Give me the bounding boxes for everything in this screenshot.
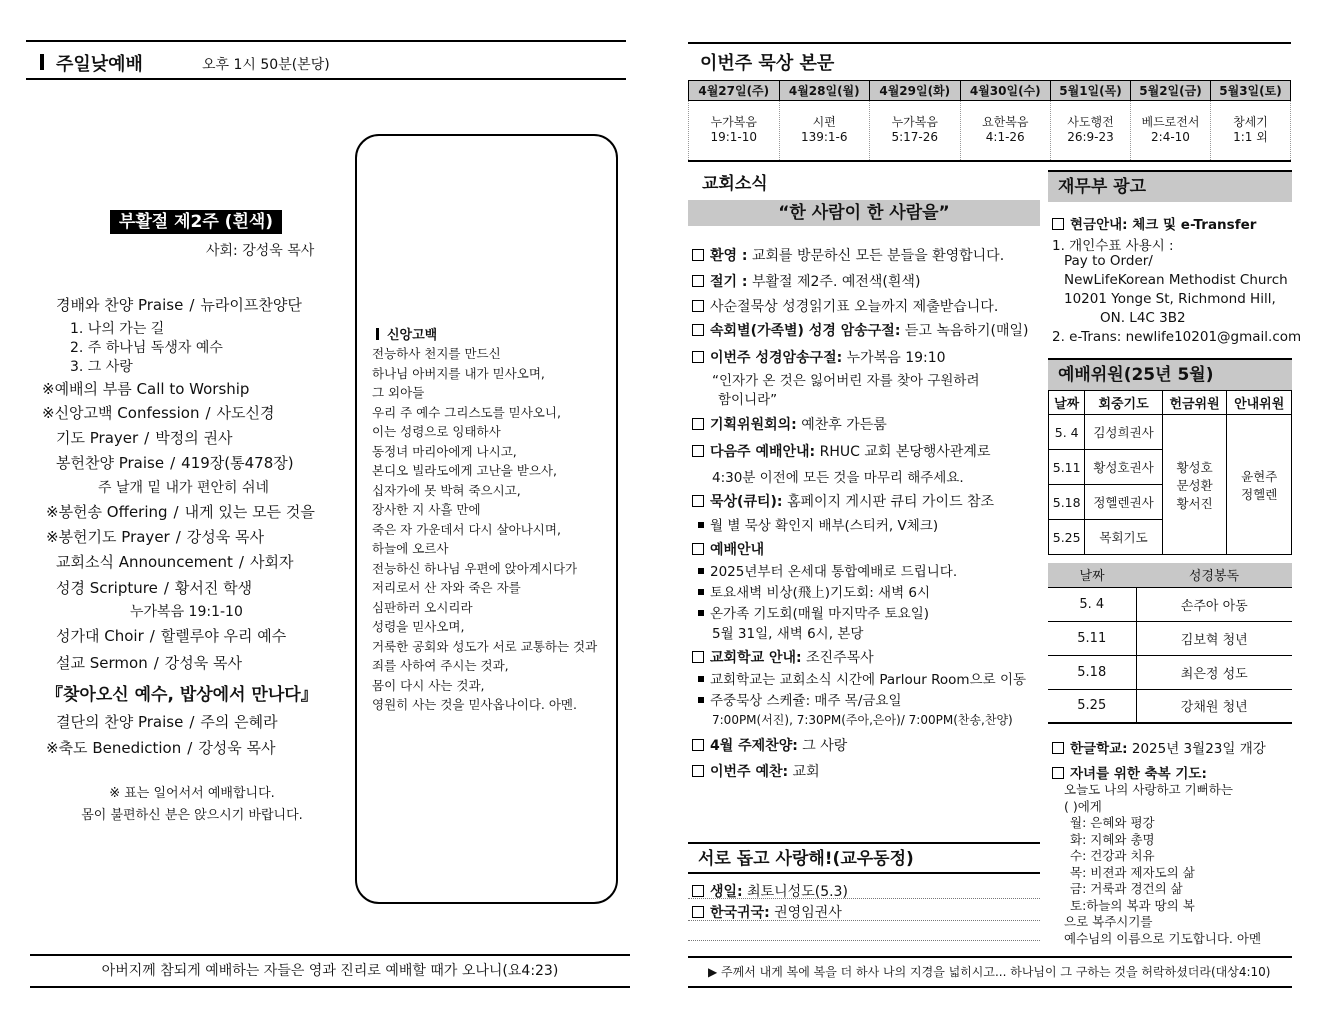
mutual-item: 생일: 최토니성도(5.3) xyxy=(692,881,1042,901)
bullet-icon xyxy=(698,589,704,595)
checkbox-icon xyxy=(692,324,704,336)
divider xyxy=(688,898,1040,899)
memory-verse: 함이니라” xyxy=(718,392,778,408)
checkbox-icon xyxy=(1052,767,1064,779)
reading-date: 5월1일(목) xyxy=(1051,81,1131,101)
reading-cell: 베드로전서 2:4-10 xyxy=(1130,101,1210,161)
column-header: 날짜 xyxy=(1049,391,1085,415)
order-item: 3. 그 사랑 xyxy=(70,359,133,375)
column-header: 성경봉독 xyxy=(1136,563,1292,587)
checkbox-icon xyxy=(692,906,704,918)
table-row: 5.18 정헬렌권사 xyxy=(1049,485,1292,520)
finance-line: ON. L4C 3B2 xyxy=(1100,310,1186,326)
checkbox-icon xyxy=(692,275,704,287)
table-row: 5.11 황성호권사 xyxy=(1049,450,1292,485)
finance-head: 현금안내: 체크 및 e-Transfer xyxy=(1052,213,1256,233)
checkbox-icon xyxy=(1052,218,1064,230)
creed-line: 전능하사 천지를 만드신 xyxy=(372,346,501,361)
creed-line: 그 외아들 xyxy=(372,385,425,400)
news-item: 속회별(가족별) 성경 암송구절: 듣고 녹음하기(매일) xyxy=(692,320,1042,340)
order-item: 설교 Sermon / 강성욱 목사 xyxy=(56,654,242,672)
right-footer-verse: ▶ 주께서 내게 복에 복을 더 하사 나의 지경을 넓히시고... 하나님이 그 구하는 것을 허락하셨더라(대상4:10) xyxy=(688,956,1292,988)
reading-cell: 누가복음 19:1-10 xyxy=(689,101,780,161)
creed-line: 죽은 자 가운데서 다시 살아나시며, xyxy=(372,521,561,537)
order-item: 기도 Prayer / 박정의 권사 xyxy=(56,429,233,447)
news-title: 교회소식 xyxy=(702,174,768,194)
order-item: 주 날개 밑 내가 편안히 쉬네 xyxy=(98,480,270,496)
checkbox-icon xyxy=(692,300,704,312)
sitting-note: 몸이 불편하신 분은 앉으시기 바랍니다. xyxy=(81,808,303,823)
creed-line: 영원히 사는 것을 믿사옵나이다. 아멘. xyxy=(372,697,577,712)
usher-team: 윤현주 정헬렌 xyxy=(1227,415,1292,555)
creed-title: 신앙고백 xyxy=(376,324,437,343)
mutual-title: 서로 돕고 사랑해!(교우동정) xyxy=(688,842,1040,874)
news-item: 이번주 성경암송구절: 누가복음 19:10 xyxy=(692,347,1042,367)
checkbox-icon xyxy=(692,765,704,777)
standing-note: ※ 표는 일어서서 예배합니다. xyxy=(109,786,275,801)
prayer-title: 자녀를 위한 축복 기도: xyxy=(1052,762,1207,782)
news-sub: 월 별 묵상 확인지 배부(스티커, V체크) xyxy=(698,514,938,534)
reading-cell: 창세기 1:1 외 xyxy=(1210,101,1290,161)
creed-line: 성령을 믿사오며, xyxy=(372,619,465,634)
offering-team: 황성호 문성환 황서진 xyxy=(1162,415,1227,555)
checkbox-icon xyxy=(692,445,704,457)
reading-cell: 사도행전 26:9-23 xyxy=(1051,101,1131,161)
checkbox-icon xyxy=(692,651,704,663)
checkbox-icon xyxy=(692,249,704,261)
order-item: ※예배의 부름 Call to Worship xyxy=(42,380,250,398)
order-item: 결단의 찬양 Praise / 주의 은혜라 xyxy=(56,713,278,731)
creed-line: 심판하러 오시리라 xyxy=(372,599,473,615)
column-header: 헌금위원 xyxy=(1162,391,1227,415)
column-header: 회중기도 xyxy=(1085,391,1162,415)
reading-cell: 누가복음 5:17-26 xyxy=(870,101,961,161)
checkbox-icon xyxy=(1052,742,1064,754)
header-bar-icon xyxy=(40,54,44,70)
news-item: 절기 : 부활절 제2주. 예전색(흰색) xyxy=(692,271,1042,291)
finance-line: 2. e-Trans: newlife10201@gmail.com xyxy=(1052,329,1302,345)
news-item: 이번주 예찬: 교회 xyxy=(692,761,1042,781)
reading-date: 4월30일(수) xyxy=(960,81,1051,101)
table-row: 5.25 강채원 청년 xyxy=(1048,689,1292,723)
creed-bar-icon xyxy=(376,328,379,340)
order-item: 성가대 Choir / 할렐루야 우리 예수 xyxy=(56,627,287,645)
creed-line: 우리 주 예수 그리스도를 믿사오니, xyxy=(372,404,561,420)
table-row: 5.18 최은정 성도 xyxy=(1048,655,1292,689)
worship-committee-title: 예배위원(25년 5월) xyxy=(1048,358,1292,390)
creed-line: 하늘에 오르사 xyxy=(372,541,449,556)
order-item: 봉헌찬양 Praise / 419장(통478장) xyxy=(56,454,294,472)
news-item: 기획위원회의: 예찬후 가든룸 xyxy=(692,414,1042,434)
divider xyxy=(688,940,1040,941)
news-item: 환영 : 교회를 방문하신 모든 분들을 환영합니다. xyxy=(692,245,1042,265)
creed-line: 십자가에 못 박혀 죽으시고, xyxy=(372,482,521,498)
news-sub: 토요새벽 비상(飛上)기도회: 새벽 6시 xyxy=(698,581,930,601)
checkbox-icon xyxy=(692,885,704,897)
order-item: 교회소식 Announcement / 사회자 xyxy=(56,553,294,571)
news-sub: 4:30분 이전에 모든 것을 마무리 해주세요. xyxy=(712,470,964,486)
bullet-icon xyxy=(698,676,704,682)
news-item: 예배안내 xyxy=(692,539,1042,559)
checkbox-icon xyxy=(692,351,704,363)
prayer-text: 오늘도 나의 사랑하고 기뻐하는 ( )에게 월: 은혜와 평강 화: 지혜와 총명 수: 건강과 치유 목: 비젼과 제자도의 삶 금: 거룩과 경건의 삶 토:하늘의 복과 땅의 복 으로 복주시기를 예수님의 이름으로 기도합니다. 아멘 xyxy=(1064,782,1262,946)
bullet-icon xyxy=(698,610,704,616)
order-item: 1. 나의 가는 길 xyxy=(70,321,165,337)
table-row: 5.11 김보혁 청년 xyxy=(1048,621,1292,655)
divider xyxy=(688,920,1040,921)
memory-verse: “인자가 온 것은 잃어버린 자를 찾아 구원하려 xyxy=(712,373,980,389)
news-sub: 온가족 기도회(매월 마지막주 토요일) xyxy=(698,602,929,622)
news-item: 다음주 예배안내: RHUC 교회 본당행사관계로 xyxy=(692,441,1042,461)
worship-committee-table xyxy=(1048,390,1292,555)
checkbox-icon xyxy=(692,418,704,430)
bullet-icon xyxy=(698,522,704,528)
scripture-reader-table xyxy=(1048,563,1292,724)
table-row: 5.25 목회기도 xyxy=(1049,520,1292,555)
creed-line: 이는 성령으로 잉태하사 xyxy=(372,424,501,439)
order-item: ※봉헌기도 Prayer / 강성욱 목사 xyxy=(46,528,264,546)
readings-title: 이번주 묵상 본문 xyxy=(688,42,1291,82)
checkbox-icon xyxy=(692,739,704,751)
left-footer-verse: 아버지께 참되게 예배하는 자들은 영과 진리로 예배할 때가 오나니(요4:23) xyxy=(30,954,630,988)
creed-line: 전능하신 하나님 우편에 앉아계시다가 xyxy=(372,560,578,576)
bullet-icon xyxy=(698,697,704,703)
reading-date: 4월27일(주) xyxy=(689,81,780,101)
news-sub: 2025년부터 온세대 통합예배로 드립니다. xyxy=(698,560,957,580)
news-sub: 5월 31일, 새벽 6시, 본당 xyxy=(712,626,864,642)
checkbox-icon xyxy=(692,495,704,507)
news-item: 묵상(큐티): 홈페이지 게시판 큐티 가이드 참조 xyxy=(692,491,1042,511)
order-item: ※축도 Benediction / 강성욱 목사 xyxy=(46,739,276,757)
finance-line: Pay to Order/ xyxy=(1064,253,1153,269)
left-header xyxy=(26,40,626,80)
presider: 사회: 강성욱 목사 xyxy=(206,243,315,259)
checkbox-icon xyxy=(692,543,704,555)
news-sub: 7:00PM(서진), 7:30PM(주아,은아)/ 7:00PM(찬송,찬양) xyxy=(712,713,1013,727)
order-item: 경배와 찬양 Praise / 뉴라이프찬양단 xyxy=(56,296,302,314)
order-item: 성경 Scripture / 황서진 학생 xyxy=(56,579,253,597)
reading-date: 5월3일(토) xyxy=(1210,81,1290,101)
worship-title: 주일낮예배 xyxy=(56,54,143,75)
news-item: 교회학교 안내: 조진주목사 xyxy=(692,647,1042,667)
news-item: 사순절묵상 성경읽기표 오늘까지 제출받습니다. xyxy=(692,296,1042,316)
scripture-ref: 누가복음 19:1-10 xyxy=(130,604,243,620)
news-banner: “한 사람이 한 사람을” xyxy=(688,200,1040,226)
creed-line: 죄를 사하여 주시는 것과, xyxy=(372,658,509,673)
korean-school: 한글학교: 2025년 3월23일 개강 xyxy=(1052,737,1266,757)
table-row: 5. 4 김성희권사 황성호 문성환 황서진 윤현주 정헬렌 xyxy=(1049,415,1292,450)
finance-line: 10201 Yonge St, Richmond Hill, xyxy=(1064,291,1276,307)
finance-line: 1. 개인수표 사용시 : xyxy=(1052,238,1174,254)
news-item: 4월 주제찬양: 그 사랑 xyxy=(692,735,1042,755)
reading-date: 4월29일(화) xyxy=(870,81,961,101)
order-item: 2. 주 하나님 독생자 예수 xyxy=(70,340,223,356)
creed-line: 하나님 아버지를 내가 믿사오며, xyxy=(372,365,545,381)
reading-cell: 요한복음 4:1-26 xyxy=(960,101,1051,161)
order-item: ※신앙고백 Confession / 사도신경 xyxy=(42,404,275,422)
creed-line: 동정녀 마리아에게 나시고, xyxy=(372,443,517,459)
order-item: ※봉헌송 Offering / 내게 있는 모든 것을 xyxy=(46,503,315,521)
reading-date: 4월28일(월) xyxy=(779,81,870,101)
finance-title: 재무부 광고 xyxy=(1048,170,1292,202)
reading-date: 5월2일(금) xyxy=(1130,81,1210,101)
news-sub: 교회학교는 교회소식 시간에 Parlour Room으로 이동 xyxy=(698,668,1026,688)
table-row: 5. 4 손주아 아동 xyxy=(1048,587,1292,621)
column-header: 날짜 xyxy=(1048,563,1136,587)
creed-line: 장사한 지 사흘 만에 xyxy=(372,502,481,517)
readings-table xyxy=(688,80,1291,162)
news-sub: 주중묵상 스케쥴: 매주 목/금요일 xyxy=(698,689,902,709)
mutual-item: 한국귀국: 권영임권사 xyxy=(692,902,1042,922)
bullet-icon xyxy=(698,568,704,574)
creed-line: 본디오 빌라도에게 고난을 받으사, xyxy=(372,463,557,478)
worship-time: 오후 1시 50분(본당) xyxy=(202,57,330,73)
service-title: 부활절 제2주 (흰색) xyxy=(110,210,282,234)
creed-line: 거룩한 공회와 성도가 서로 교통하는 것과 xyxy=(372,638,598,654)
sermon-title: 『찾아오신 예수, 밥상에서 만나다』 xyxy=(46,685,318,705)
finance-line: NewLifeKorean Methodist Church xyxy=(1064,272,1288,288)
creed-line: 저리로서 산 자와 죽은 자를 xyxy=(372,580,521,595)
column-header: 안내위원 xyxy=(1227,391,1292,415)
creed-text xyxy=(372,344,612,715)
reading-cell: 시편 139:1-6 xyxy=(779,101,870,161)
creed-line: 몸이 다시 사는 것과, xyxy=(372,677,485,693)
